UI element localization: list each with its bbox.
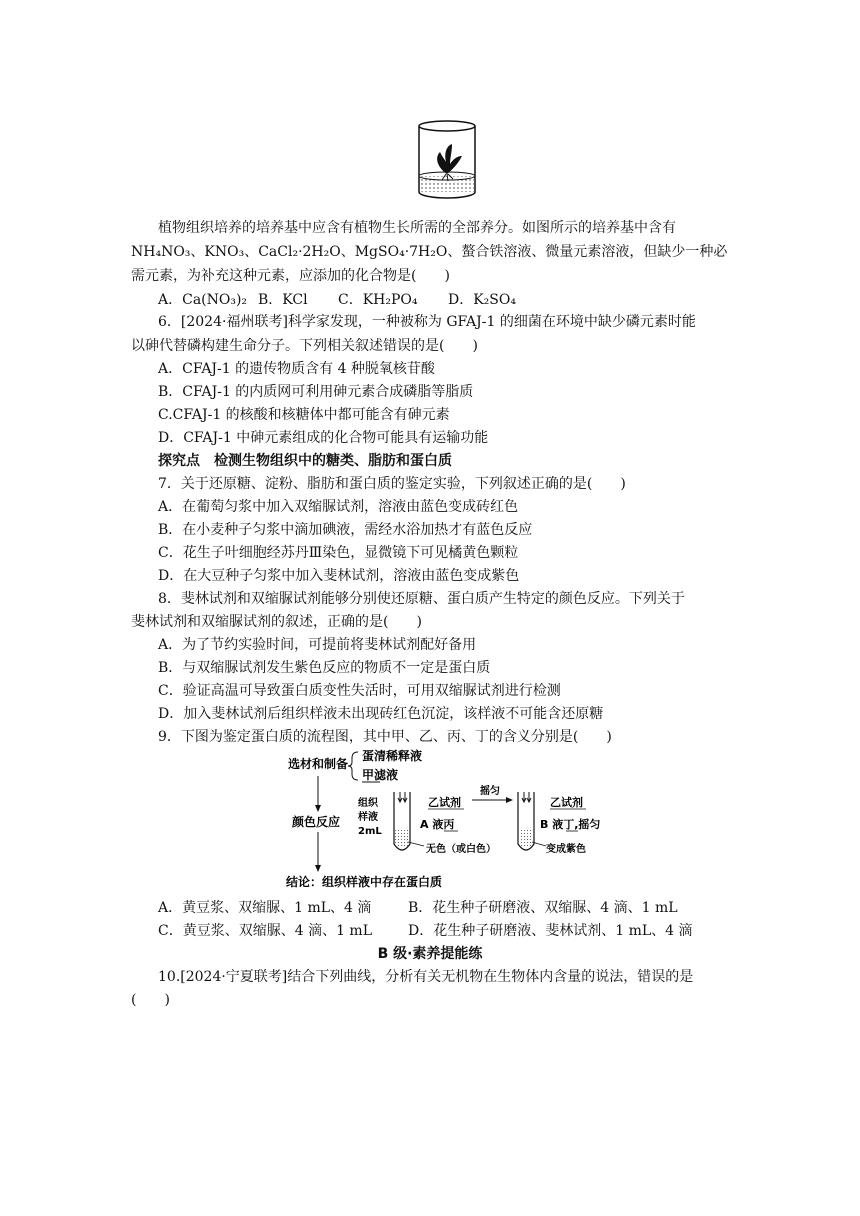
q7-option-c[interactable]: C．花生子叶细胞经苏丹Ⅲ染色，显微镜下可见橘黄色颗粒	[158, 545, 519, 561]
q7-option-d[interactable]: D．在大豆种子匀浆中加入斐林试剂，溶液由蓝色变成紫色	[158, 568, 520, 584]
q8-stem-line1: 8．斐林试剂和双缩脲试剂能够分别使还原糖、蛋白质产生特定的颜色反应。下列关于	[158, 591, 685, 607]
q7-option-a[interactable]: A．在葡萄匀浆中加入双缩脲试剂，溶液由蓝色变成砖红色	[158, 499, 519, 515]
q6-option-b[interactable]: B．CFAJ-1 的内质网可利用砷元素合成磷脂等脂质	[158, 384, 474, 400]
q8-option-d[interactable]: D．加入斐林试剂后组织样液未出现砖红色沉淀，该样液不可能含还原糖	[158, 706, 604, 722]
q9-option-d[interactable]: D．花生种子研磨液、斐林试剂、1 mL、4 滴	[408, 923, 693, 939]
q5-stem-line2: NH₄NO₃、KNO₃、CaCl₂·2H₂O、MgSO₄·7H₂O、螯合铁溶液、微量元素溶液，但缺少一种必	[131, 244, 728, 260]
q6-option-d[interactable]: D．CFAJ-1 中砷元素组成的化合物可能具有运输功能	[158, 430, 489, 446]
q8-option-b[interactable]: B．与双缩脲试剂发生紫色反应的物质不一定是蛋白质	[158, 660, 491, 676]
flow-shake-label: 摇匀	[480, 786, 500, 797]
protein-test-flowchart	[280, 742, 620, 890]
q5-option-a[interactable]: A．Ca(NO₃)₂	[158, 292, 248, 308]
culture-jar-figure	[412, 118, 482, 202]
q5-stem-line3: 需元素，为补充这种元素，应添加的化合物是( )	[131, 268, 450, 284]
q6-option-c[interactable]: C.CFAJ-1 的核酸和核糖体中都可能含有砷元素	[158, 407, 450, 423]
q9-options-row2	[158, 921, 693, 941]
q5-stem-line1: 植物组织培养的培养基中应含有植物生长所需的全部养分。如图所示的培养基中含有	[158, 220, 676, 236]
q8-option-c[interactable]: C．验证高温可导致蛋白质变性失活时，可用双缩脲试剂进行检测	[158, 683, 561, 699]
flow-tube-b-label: B 液丁,摇匀	[540, 818, 601, 831]
q9-option-b[interactable]: B．花生种子研磨液、双缩脲、4 滴、1 mL	[408, 900, 678, 916]
q9-option-c[interactable]: C．黄豆浆、双缩脲、4 滴、1 mL	[158, 923, 372, 939]
q5-option-c[interactable]: C．KH₂PO₄	[338, 292, 418, 308]
section-heading: 探究点 检测生物组织中的糖类、脂肪和蛋白质	[158, 453, 452, 469]
flow-color-b: 变成紫色	[546, 844, 586, 855]
flow-step-prepare: 选材和制备	[288, 757, 349, 771]
q5-option-b[interactable]: B．KCl	[258, 292, 308, 308]
q9-stem: 9．下图为鉴定蛋白质的流程图，其中甲、乙、丙、丁的含义分别是( )	[158, 729, 612, 745]
q10-stem-line1: 10.[2024·宁夏联考]结合下列曲线，分析有关无机物在生物体内含量的说法，错误的是	[158, 969, 694, 985]
flow-tube-a-label: A 液丙	[420, 818, 455, 831]
q6-option-a[interactable]: A．CFAJ-1 的遗传物质含有 4 种脱氧核苷酸	[158, 361, 435, 377]
q6-stem-line1: 6．[2024·福州联考]科学家发现，一种被称为 GFAJ-1 的细菌在环境中缺少磷元素时能	[158, 314, 696, 330]
q10-stem-line2: ( )	[131, 992, 170, 1008]
q5-option-d[interactable]: D．K₂SO₄	[448, 292, 516, 308]
q7-option-b[interactable]: B．在小麦种子匀浆中滴加碘液，需经水浴加热才有蓝色反应	[158, 522, 533, 538]
q8-stem-line2: 斐林试剂和双缩脲试剂的叙述，正确的是( )	[131, 614, 422, 630]
flow-reagent-yi-1: 乙试剂	[428, 796, 461, 809]
q9-option-a[interactable]: A．黄豆浆、双缩脲、1 mL、4 滴	[158, 900, 372, 916]
q6-stem-line2: 以砷代替磷构建生命分子。下列相关叙述错误的是( )	[131, 338, 478, 354]
flow-sample-volume: 2mL	[358, 826, 382, 837]
q9-options-row1	[158, 898, 678, 918]
q7-stem: 7．关于还原糖、淀粉、脂肪和蛋白质的鉴定实验，下列叙述正确的是( )	[158, 476, 626, 492]
flow-conclusion: 结论：组织样液中存在蛋白质	[286, 875, 443, 889]
flow-reagent-yi-2: 乙试剂	[550, 796, 583, 809]
flow-sample-label-2: 样液	[358, 812, 378, 823]
flow-step-color: 颜色反应	[292, 815, 341, 829]
flow-sample-label-1: 组织	[358, 798, 378, 809]
flow-item-jia-filtrate: 甲滤液	[362, 768, 399, 782]
flow-color-a: 无色（或白色）	[426, 844, 496, 855]
q8-option-a[interactable]: A．为了节约实验时间，可提前将斐林试剂配好备用	[158, 637, 477, 653]
flow-item-egg-white: 蛋清稀释液	[362, 749, 423, 763]
level-b-heading: B 级·素养提能练	[377, 946, 483, 962]
q5-options	[158, 290, 516, 310]
